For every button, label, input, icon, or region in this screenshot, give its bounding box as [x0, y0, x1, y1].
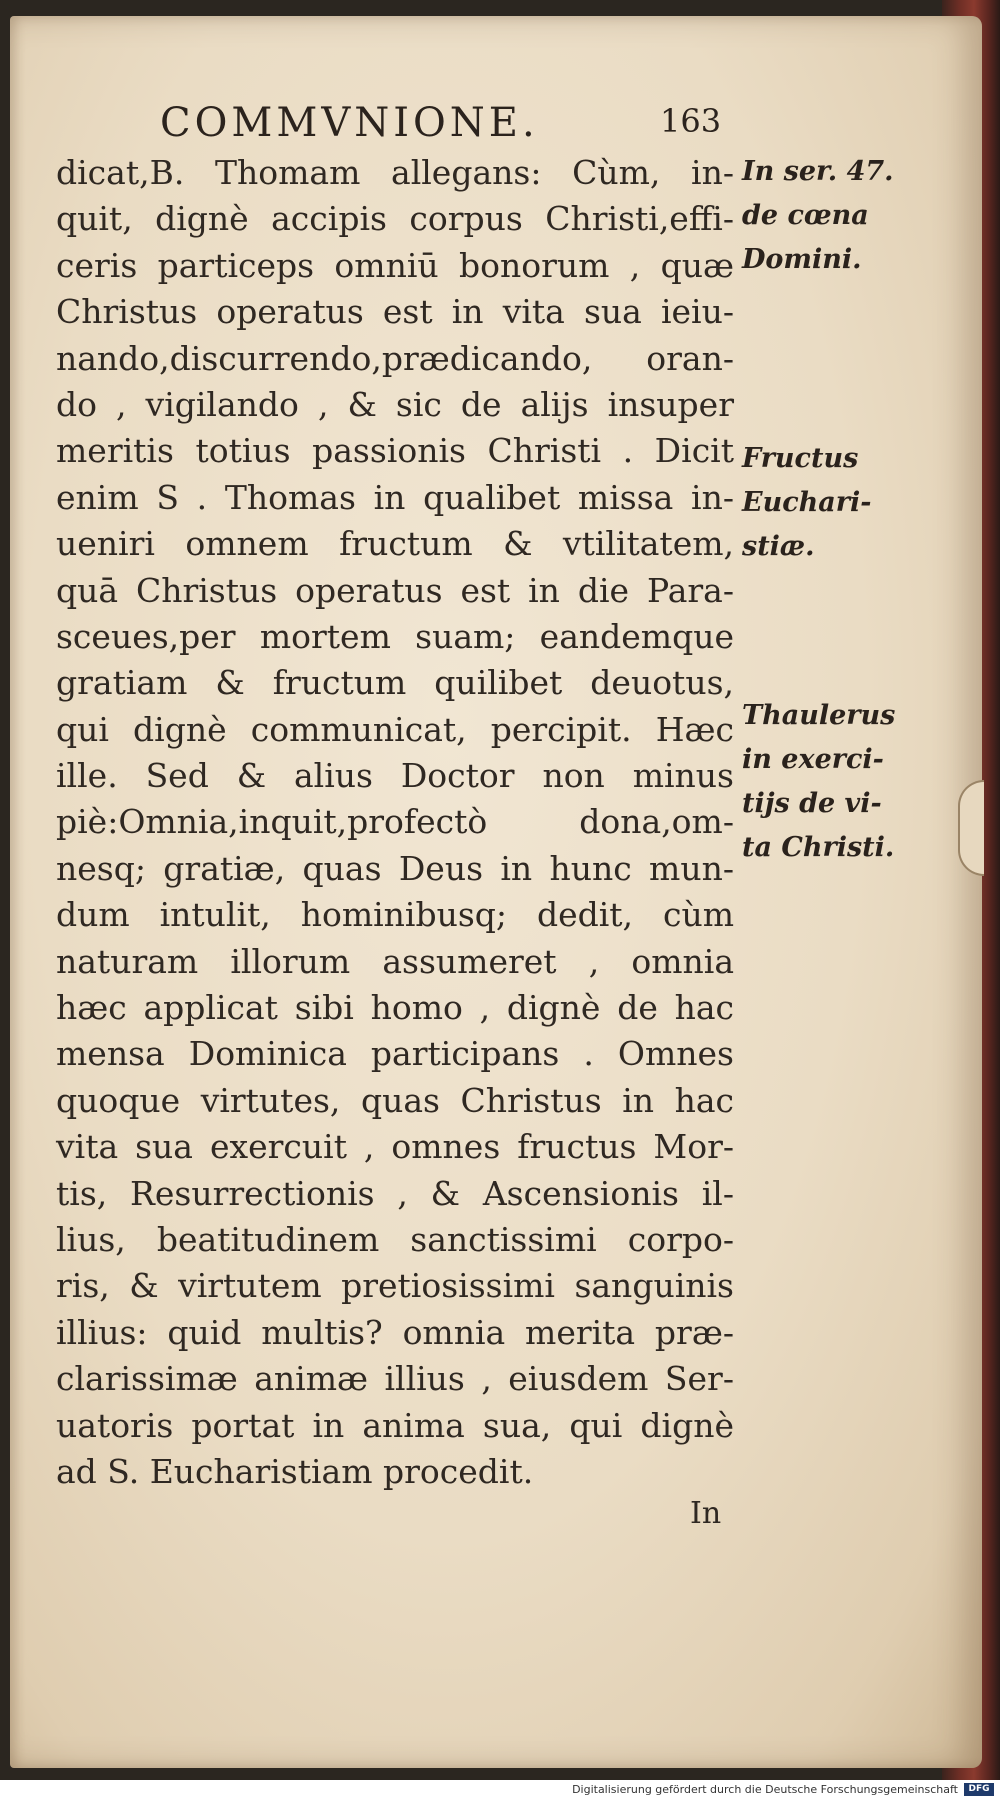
text-line: meritis totius passionis Christi . Dicit [56, 431, 734, 471]
text-line: ris, & virtutem pretiosissimi sanguinis [56, 1266, 734, 1306]
marginal-note-line: tijs de vi- [742, 788, 882, 819]
marginal-note-reference [742, 150, 942, 282]
text-line: qui dignè communicat, percipit. Hæc [56, 709, 734, 749]
marginal-note-line: Thaulerus [742, 700, 896, 731]
text-line: illius: quid multis? omnia merita præ- [56, 1312, 734, 1352]
text-line: sceues,per mortem suam; eandemque [56, 616, 734, 656]
page-edge-tab [958, 780, 984, 876]
text-line: dicat,B. Thomam allegans: Cùm, in- [56, 153, 734, 192]
text-line: ad S. Eucharistiam procedit. [56, 1451, 534, 1491]
text-line: nesq; gratiæ, quas Deus in hunc mun- [56, 848, 734, 888]
text-line: lius, beatitudinem sanctissimi corpo- [56, 1219, 734, 1259]
catchword: In [690, 1496, 722, 1531]
marginal-note-line: In ser. 47. [742, 156, 894, 187]
text-line: quit, dignè accipis corpus Christi,effi- [56, 199, 734, 239]
text-line: ueniri omnem fructum & vtilitatem, [56, 524, 734, 564]
text-line: clarissimæ animæ illius , eiusdem Ser- [56, 1359, 734, 1399]
running-title: COMMVNIONE. [160, 100, 539, 146]
text-line: tis, Resurrectionis , & Ascensionis il- [56, 1173, 734, 1213]
marginal-note-line: Fructus [742, 443, 859, 474]
text-line: enim S . Thomas in qualibet missa in- [56, 477, 734, 517]
text-line: ille. Sed & alius Doctor non minus [56, 756, 734, 796]
text-line: gratiam & fructum quilibet deuotus, [56, 663, 734, 703]
marginal-note-line: stiæ. [742, 531, 815, 562]
marginal-note-fructus [742, 437, 942, 569]
text-line: Christus operatus est in vita sua ieiu- [56, 292, 734, 332]
text-line: do , vigilando , & sic de alijs insuper [56, 384, 734, 424]
text-line: quoque virtutes, quas Christus in hac [56, 1080, 734, 1120]
text-line: naturam illorum assumeret , omnia [56, 941, 734, 981]
marginal-note-line: Euchari- [742, 487, 872, 518]
marginal-note-line: ta Christi. [742, 832, 895, 863]
text-line: hæc applicat sibi homo , dignè de hac [56, 988, 734, 1028]
text-line: dum intulit, hominibusq; dedit, cùm [56, 895, 734, 935]
marginal-note-line: Domini. [742, 244, 862, 275]
dfg-logo: DFG [964, 1783, 994, 1796]
text-line: mensa Dominica participans . Omnes [56, 1034, 734, 1074]
footer-bar [0, 1780, 1000, 1800]
text-line: nando,discurrendo,prædicando, oran- [56, 338, 734, 378]
body-text [56, 150, 734, 1495]
text-line: quā Christus operatus est in die Para- [56, 570, 734, 610]
page-number: 163 [660, 102, 722, 140]
text-line: piè:Omnia,inquit,profectò dona,om- [56, 802, 734, 842]
marginal-note-thaulerus [742, 694, 942, 870]
marginal-note-line: in exerci- [742, 744, 884, 775]
text-line: uatoris portat in anima sua, qui dignè [56, 1405, 734, 1445]
funding-credit: Digitalisierung gefördert durch die Deutsche Forschungsgemeinschaft [572, 1783, 958, 1796]
marginal-note-line: de cœna [742, 200, 869, 231]
text-line: vita sua exercuit , omnes fructus Mor- [56, 1127, 734, 1167]
text-line: ceris particeps omniū bonorum , quæ [56, 245, 734, 285]
